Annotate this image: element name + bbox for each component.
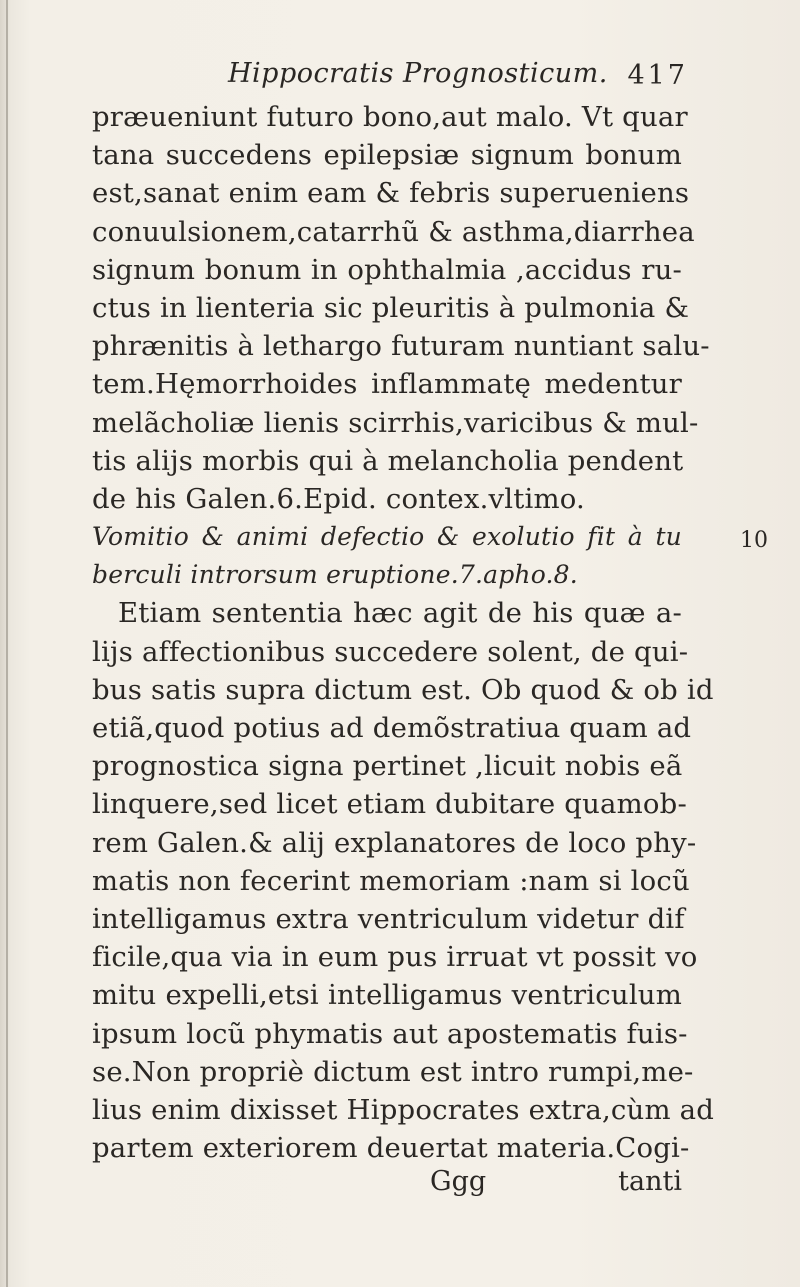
text-line: tis alijs morbis qui à melancholia pendent: [92, 444, 684, 477]
text-line: berculi introrsum eruptione.7.apho.8.: [92, 560, 578, 590]
page-number: 417: [627, 60, 688, 91]
text-line: conuulsionem,catarrhũ & asthma,diarrhea: [92, 215, 695, 248]
signature-mark: Ggg: [430, 1166, 487, 1197]
page-footer: [92, 1166, 682, 1204]
text-line: lijs affectionibus succedere solent, de qui-: [92, 635, 689, 668]
text-line: tana succedens epilepsiæ signum bonum: [92, 139, 682, 172]
catchword: tanti: [618, 1166, 682, 1197]
text-line: se.Non propriè dictum est intro rumpi,me-: [92, 1055, 694, 1088]
text-line: melãcholiæ lienis scirrhis,varicibus & mul-: [92, 406, 699, 439]
text-line: ctus in lienteria sic pleuritis à pulmonia &: [92, 291, 690, 324]
text-line: intelligamus extra ventriculum videtur dif: [92, 902, 685, 935]
text-line: partem exteriorem deuertat materia.Cogi-: [92, 1132, 690, 1165]
text-line: ficile,qua via in eum pus irruat vt possit vo: [92, 941, 698, 974]
text-line: ipsum locũ phymatis aut apostematis fuis-: [92, 1017, 688, 1050]
text-line: Etiam sententia hæc agit de his quæ a-: [118, 597, 682, 630]
text-line: Vomitio & animi defectio & exolutio fit à tu: [92, 522, 682, 552]
text-line: matis non fecerint memoriam :nam si locũ: [92, 864, 690, 897]
text-line: lius enim dixisset Hippocrates extra,cùm ad: [92, 1093, 715, 1126]
text-line: linquere,sed licet etiam dubitare quamob-: [92, 788, 687, 821]
margin-line-number: 10: [740, 528, 768, 553]
text-line: præueniunt futuro bono,aut malo. Vt quar: [92, 101, 688, 133]
text-line: phrænitis à lethargo futuram nuntiant salu-: [92, 330, 710, 363]
text-line: est,sanat enim eam & febris superueniens: [92, 177, 690, 210]
body-text: [92, 98, 715, 1167]
text-line: de his Galen.6.Epid. contex.vltimo.: [92, 482, 585, 515]
text-line: tem.Hęmorrhoides inflammatę medentur: [92, 368, 682, 401]
text-line: etiã,quod potius ad demõstratiua quam ad: [92, 712, 692, 744]
text-line: bus satis supra dictum est. Ob quod & ob id: [92, 673, 714, 706]
text-line: signum bonum in ophthalmia ,accidus ru-: [92, 253, 682, 286]
text-line: mitu expelli,etsi intelligamus ventriculum: [92, 979, 682, 1012]
text-line: rem Galen.& alij explanatores de loco phy-: [92, 826, 697, 859]
page-gutter: [6, 0, 8, 1287]
running-head-title: Hippocratis Prognosticum.: [228, 58, 608, 89]
text-line: prognostica signa pertinet ,licuit nobis eã: [92, 750, 683, 783]
running-head: [228, 58, 688, 98]
